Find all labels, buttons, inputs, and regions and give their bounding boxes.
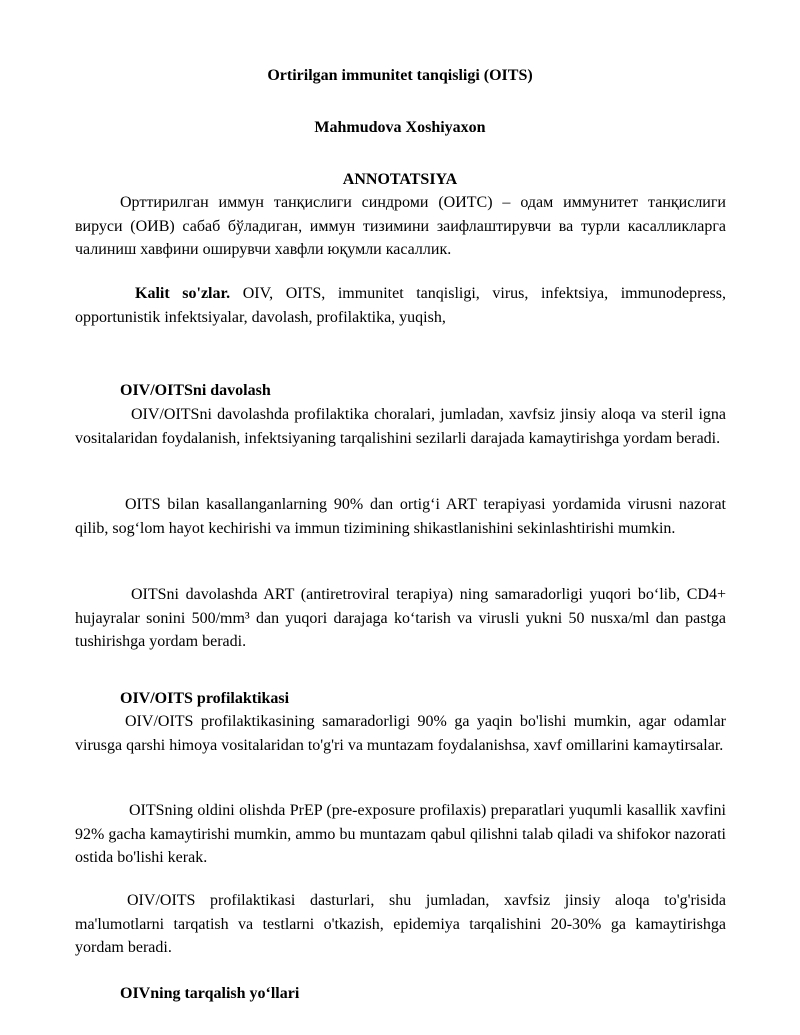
section-heading-transmission: OIVning tarqalish yo‘llari [120, 985, 300, 1002]
author-name: Mahmudova Xoshiyaxon [314, 119, 486, 136]
paragraph-text: OITSning oldini olishda PrEP (pre-exposure profilaxis) preparatlari yuqumli kasallik xavfini 92% gacha kamaytirishi mumkin, ammo bu muntazam qabul qilishni talab qiladi va shifokor nazorati ostida bo'lishi kerak. [75, 802, 726, 866]
section-paragraph [75, 493, 726, 540]
section-paragraph [75, 710, 726, 757]
annotation-paragraph [75, 191, 726, 262]
paragraph-text: OITSni davolashda ART (antiretroviral terapiya) ning samaradorligi yuqori bo‘lib, CD4+ hujayralar sonini 500/mm³ dan yuqori darajaga ko‘tarish va virusli yukni 50 nusxa/ml dan pastga tushirishga yordam beradi. [75, 586, 726, 650]
keywords-label: Kalit so'zlar. [135, 285, 231, 302]
section-paragraph [75, 889, 726, 960]
section-paragraph [75, 583, 726, 654]
paragraph-text: OIV/OITSni davolashda profilaktika choralari, jumladan, xavfsiz jinsiy aloqa va steril igna vositalaridan foydalanish, infektsiyaning tarqalishini sezilarli darajada kamaytirishga yordam beradi. [75, 406, 726, 447]
keywords-paragraph [75, 282, 726, 329]
paragraph-text: OIV/OITS profilaktikasining samaradorligi 90% ga yaqin bo'lishi mumkin, agar odamlar virusga qarshi himoya vositalaridan to'g'ri va muntazam foydalanishsa, xavf omillarini kamaytirsalar. [75, 713, 726, 754]
paragraph-text: OITS bilan kasallanganlarning 90% dan ortig‘i ART terapiyasi yordamida virusni nazorat qilib, sog‘lom hayot kechirishi va immun tizimining shikastlanishini sekinlashtirishi mumkin. [75, 496, 726, 537]
annotation-heading: ANNOTATSIYA [342, 171, 458, 188]
section-paragraph [75, 403, 726, 450]
keywords-text: OIV, OITS, immunitet tanqisligi, virus, infektsiya, immunodepress, opportunistik infektsiyalar, davolash, profilaktika, yuqish, [75, 285, 727, 326]
document-title: Ortirilgan immunitet tanqisligi (OITS) [267, 67, 533, 84]
section-heading-prevention: OIV/OITS profilaktikasi [120, 690, 290, 707]
annotation-text: Орттирилган иммун танқислиги синдроми (ОИТС) – одам иммунитет танқислиги вируси (ОИВ) сабаб бўладиган, иммун тизимини заифлаштирувчи ва турли касалликларга чалиниш хавфини оширувчи хавфли юқумли касаллик. [75, 194, 726, 258]
section-paragraph [75, 799, 726, 870]
section-heading-treatment: OIV/OITSni davolash [120, 382, 271, 399]
paragraph-text: OIV/OITS profilaktikasi dasturlari, shu jumladan, xavfsiz jinsiy aloqa to'g'risida ma'lumotlarni tarqatish va testlarni o'tkazish, epidemiya tarqalishini 20-30% ga kamaytirishga yordam beradi. [75, 892, 726, 956]
